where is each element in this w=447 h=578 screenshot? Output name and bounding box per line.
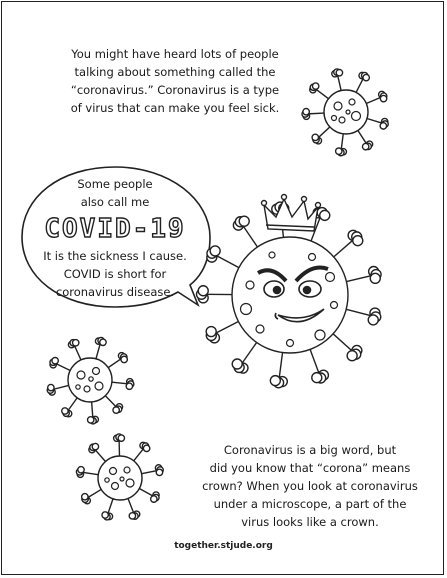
virus-icon xyxy=(70,428,170,528)
bubble-line: COVID is short for xyxy=(63,267,167,281)
closing-paragraph xyxy=(195,441,425,531)
closing-line: Coronavirus is a big word, but xyxy=(223,443,397,457)
footer-url: together.stjude.org xyxy=(174,541,273,551)
virus-character-with-crown-icon xyxy=(195,200,385,410)
bubble-line: also call me xyxy=(80,195,150,209)
intro-line: talking about something called the xyxy=(74,65,276,79)
virus-icon xyxy=(40,330,140,430)
bubble-line: It is the sickness I cause. xyxy=(43,249,187,263)
bubble-line: coronavirus disease. xyxy=(55,285,175,299)
intro-line: “coronavirus.” Coronavirus is a type xyxy=(70,83,280,97)
speech-bubble-text xyxy=(30,175,200,301)
intro-paragraph xyxy=(20,45,330,117)
virus-icon xyxy=(296,62,396,162)
closing-line: crown? When you look at coronavirus xyxy=(202,479,418,493)
intro-line: of virus that can make you feel sick. xyxy=(70,101,280,115)
intro-line: You might have heard lots of people xyxy=(71,47,279,61)
covid-19-title: COVID-19 xyxy=(44,214,186,244)
closing-line: virus looks like a crown. xyxy=(241,515,379,529)
closing-line: under a microscope, a part of the xyxy=(213,497,407,511)
closing-line: did you know that “corona” means xyxy=(209,461,411,475)
bubble-line: Some people xyxy=(77,177,153,191)
